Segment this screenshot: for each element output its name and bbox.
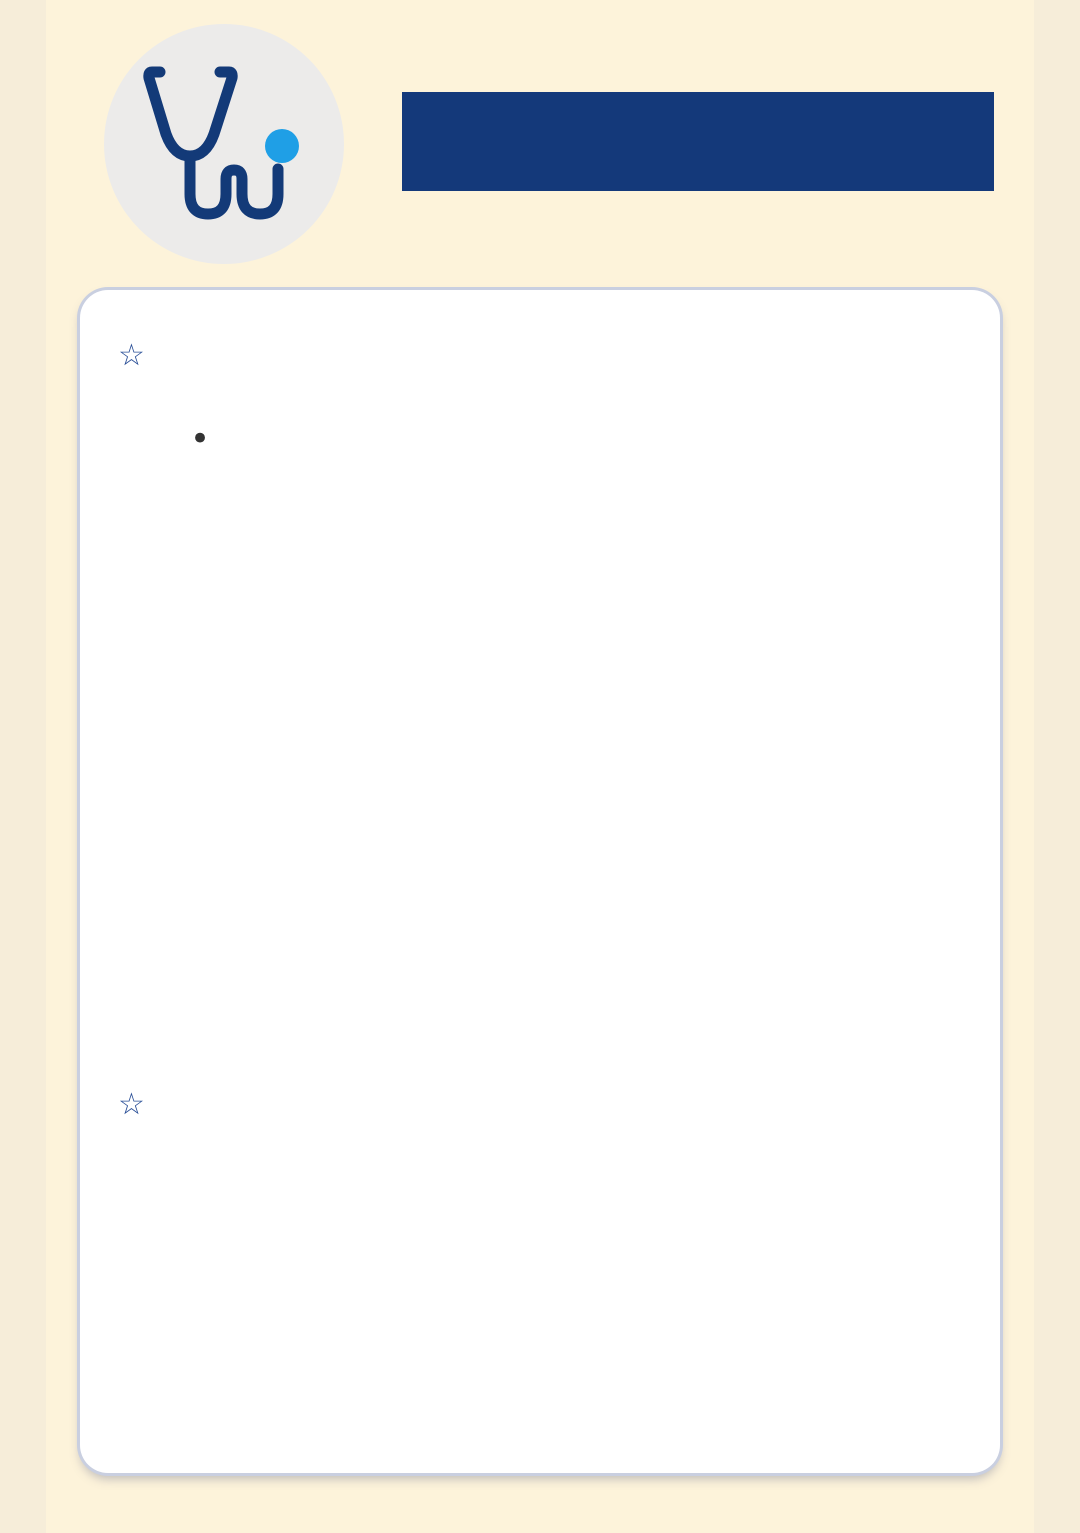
star-icon: ☆ bbox=[118, 1087, 145, 1122]
bullet-dot: • bbox=[190, 419, 211, 459]
star-icon: ☆ bbox=[118, 338, 145, 373]
